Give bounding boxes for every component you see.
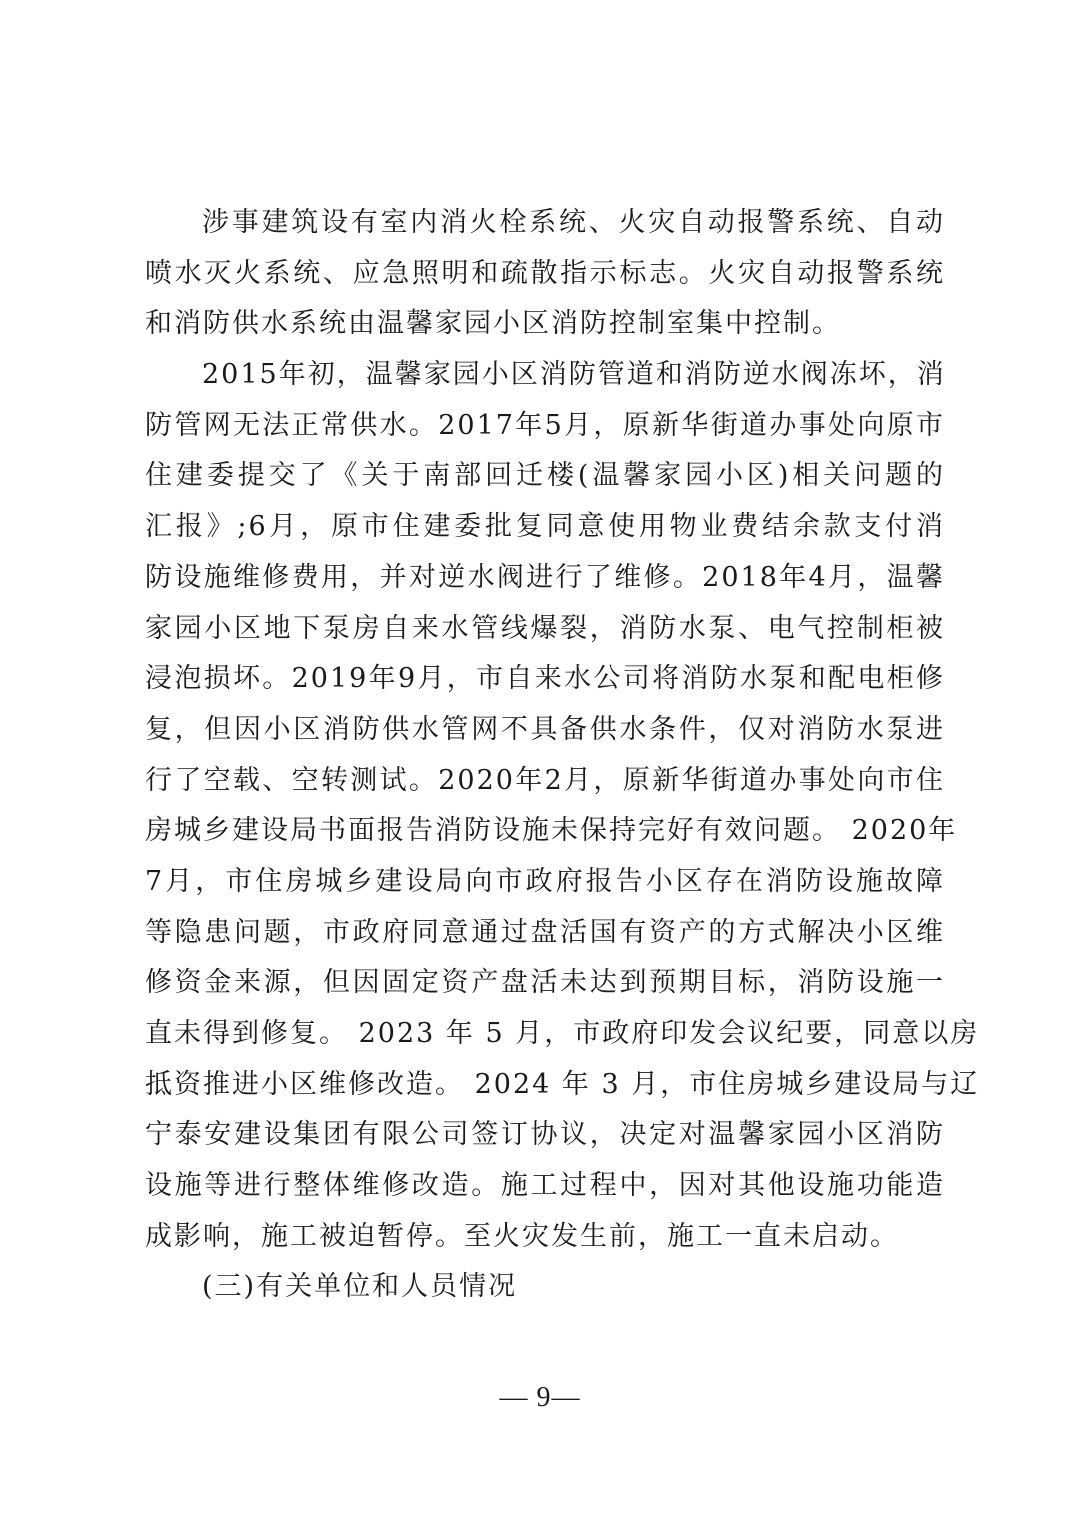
paragraph-line: 汇报》;6月，原市住建委批复同意使用物业费结余款支付消 xyxy=(145,511,945,543)
paragraph-line: 住建委提交了《关于南部回迁楼(温馨家园小区)相关问题的 xyxy=(145,460,945,492)
paragraph-line: 涉事建筑设有室内消火栓系统、火灾自动报警系统、自动 xyxy=(202,207,945,238)
paragraph-line: 房城乡建设局书面报告消防设施未保持完好有效问题。 2020年 xyxy=(145,815,958,847)
paragraph-line: 成影响，施工被迫暂停。至火灾发生前，施工一直未启动。 xyxy=(145,1220,899,1252)
paragraph-line: 抵资推进小区维修改造。 2024 年 3 月，市住房城乡建设局与辽 xyxy=(145,1068,980,1100)
paragraph-fire-systems xyxy=(145,198,945,350)
section-heading: (三)有关单位和人员情况 xyxy=(202,1271,518,1303)
body-text xyxy=(145,198,980,1313)
paragraph-line: 和消防供水系统由温馨家园小区消防控制室集中控制。 xyxy=(145,308,841,340)
paragraph-line: 喷水灭火系统、应急照明和疏散指示标志。火灾自动报警系统 xyxy=(145,257,945,289)
paragraph-line: 家园小区地下泵房自来水管线爆裂，消防水泵、电气控制柜被 xyxy=(145,612,945,644)
paragraph-line: 2015年初，温馨家园小区消防管道和消防逆水阀冻坏，消 xyxy=(202,359,946,391)
paragraph-line: 7月，市住房城乡建设局向市政府报告小区存在消防设施故障 xyxy=(145,865,945,897)
paragraph-line: 防设施维修费用，并对逆水阀进行了维修。2018年4月，温馨 xyxy=(145,561,945,593)
page-number: — 9— xyxy=(499,1382,581,1413)
paragraph-line: 宁泰安建设集团有限公司签订协议，决定对温馨家园小区消防 xyxy=(145,1119,945,1151)
paragraph-line: 直未得到修复。 2023 年 5 月，市政府印发会议纪要，同意以房 xyxy=(145,1018,980,1049)
paragraph-line: 浸泡损坏。2019年9月，市自来水公司将消防水泵和配电柜修 xyxy=(145,663,945,695)
paragraph-line: 防管网无法正常供水。2017年5月，原新华街道办事处向原市 xyxy=(145,409,945,441)
section-heading-units-personnel xyxy=(145,1262,945,1313)
paragraph-line: 修资金来源，但因固定资产盘活未达到预期目标，消防设施一 xyxy=(145,967,945,999)
paragraph-line: 复，但因小区消防供水管网不具备供水条件，仅对消防水泵进 xyxy=(145,713,945,745)
paragraph-line: 行了空载、空转测试。2020年2月，原新华街道办事处向市住 xyxy=(145,764,945,796)
paragraph-line: 设施等进行整体维修改造。施工过程中，因对其他设施功能造 xyxy=(145,1170,945,1202)
paragraph-history xyxy=(145,350,980,1262)
paragraph-line: 等隐患问题，市政府同意通过盘活国有资产的方式解决小区维 xyxy=(145,916,945,948)
